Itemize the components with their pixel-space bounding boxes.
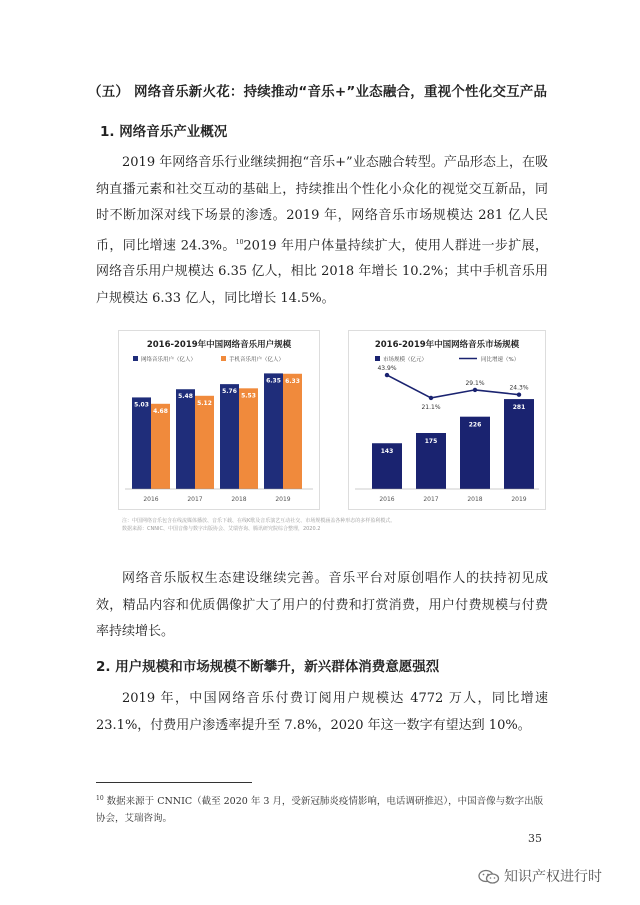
market-scale-chart-svg bbox=[349, 331, 545, 509]
section-heading: （五） 网络音乐新火花：持续推动“音乐+”业态融合，重视个性化交互产品 bbox=[88, 84, 548, 100]
bar-label: 5.03 bbox=[134, 401, 149, 409]
footnote bbox=[96, 790, 548, 827]
footnote-mark: 10 bbox=[96, 795, 104, 802]
bar bbox=[220, 384, 239, 489]
legend-label: 网络音乐用户（亿人） bbox=[141, 357, 197, 363]
bar-label: 6.33 bbox=[285, 377, 300, 385]
line-point bbox=[473, 388, 477, 392]
legend-swatch bbox=[133, 356, 138, 361]
bar bbox=[151, 404, 170, 489]
paragraph-1 bbox=[96, 150, 548, 312]
bar bbox=[176, 389, 195, 489]
growth-line bbox=[387, 375, 519, 398]
line-point bbox=[385, 373, 389, 377]
line-point bbox=[429, 396, 433, 400]
line-point bbox=[517, 393, 521, 397]
bar bbox=[283, 374, 302, 489]
footnote-divider bbox=[96, 782, 252, 783]
bar-label: 226 bbox=[468, 421, 482, 429]
x-tick-label: 2016 bbox=[379, 496, 395, 503]
chart-title: 2016-2019年中国网络音乐市场规模 bbox=[374, 340, 520, 350]
bar-label: 175 bbox=[424, 438, 438, 445]
chart-note-line: 数据来源：CNNIC、中国音像与数字出版协会、艾瑞咨询、腾讯研究院综合整理，2020.2 bbox=[122, 526, 321, 532]
bar bbox=[504, 399, 534, 489]
line-label: 24.3% bbox=[509, 384, 529, 392]
x-tick-label: 2019 bbox=[511, 496, 527, 503]
x-tick-label: 2016 bbox=[143, 496, 159, 503]
line-label: 29.1% bbox=[465, 379, 485, 387]
market-scale-chart bbox=[348, 330, 546, 510]
legend-label: 同比增速（%） bbox=[481, 357, 520, 363]
x-tick-label: 2017 bbox=[423, 496, 439, 503]
bar-label: 4.68 bbox=[153, 407, 168, 415]
x-tick-label: 2018 bbox=[231, 496, 247, 503]
legend-label: 市场规模（亿元） bbox=[383, 357, 428, 363]
user-scale-chart-svg bbox=[119, 331, 319, 509]
bar-label: 5.53 bbox=[241, 392, 256, 400]
wechat-icon bbox=[478, 869, 500, 885]
page-number: 35 bbox=[528, 832, 542, 845]
footnote-text: 数据来源于 CNNIC（截至 2020 年 3 月，受新冠肺炎疫情影响，电话调研推迟），中国音像与数字出版协会，艾瑞咨询。 bbox=[96, 796, 544, 825]
paragraph-3: 2019 年，中国网络音乐付费订阅用户规模达 4772 万人，同比增速 23.1%，付费用户渗透率提升至 7.8%，2020 年这一数字有望达到 10%。 bbox=[96, 691, 548, 733]
bar bbox=[239, 388, 258, 489]
chart-note bbox=[122, 517, 542, 533]
x-tick-label: 2019 bbox=[275, 496, 291, 503]
line-label: 21.1% bbox=[421, 403, 441, 411]
paragraph-1-part-b: 2019 年用户体量持续扩大，使用人群进一步扩展，网络音乐用户规模达 6.35 亿人，相比 2018 年增长 10.2%；其中手机音乐用户规模达 6.33 亿人，同比增长 14.5%。 bbox=[96, 237, 549, 306]
bar-label: 6.35 bbox=[266, 377, 281, 385]
bar-label: 5.76 bbox=[222, 388, 237, 396]
bar bbox=[132, 397, 151, 489]
chart-note-line: 注：中国网络音乐包含在线流媒体播放、音乐下载、在线K歌及音乐演艺互动社交、市场规模涵盖各种形态的多样盈利模式。 bbox=[122, 518, 396, 524]
legend-swatch bbox=[375, 356, 380, 361]
bar-label: 281 bbox=[512, 404, 526, 412]
watermark-text: 知识产权进行时 bbox=[504, 869, 602, 885]
bar bbox=[195, 396, 214, 489]
line-label: 43.9% bbox=[377, 365, 397, 373]
legend-swatch bbox=[221, 356, 226, 361]
sub-heading-1: 1. 网络音乐产业概况 bbox=[100, 124, 228, 140]
bar-label: 5.12 bbox=[197, 399, 212, 407]
x-tick-label: 2018 bbox=[467, 496, 483, 503]
paragraph-1-part-a: 2019 年网络音乐行业继续拥抱“音乐+”业态融合转型。产品形态上，在吸纳直播元素和社交互动的基础上，持续推出个性化小众化的视觉交互新品，同时不断加深对线下场景的渗透。2019 年，网络音乐市场规模达 281 亿人民币，同比增速 24.3%。 bbox=[96, 155, 548, 253]
chart-title: 2016-2019年中国网络音乐用户规模 bbox=[146, 340, 292, 350]
watermark bbox=[478, 866, 602, 886]
bar bbox=[264, 373, 283, 489]
user-scale-chart bbox=[118, 330, 320, 510]
sub-heading-2: 2. 用户规模和市场规模不断攀升，新兴群体消费意愿强烈 bbox=[96, 659, 440, 675]
bar-label: 5.48 bbox=[178, 393, 193, 401]
x-tick-label: 2017 bbox=[187, 496, 203, 503]
footnote-ref[interactable]: 10 bbox=[235, 238, 244, 246]
paragraph-2: 网络音乐版权生态建设继续完善。音乐平台对原创唱作人的扶持初见成效，精品内容和优质偶像扩大了用户的付费和打赏消费，用户付费规模与付费率持续增长。 bbox=[96, 571, 548, 639]
legend-label: 手机音乐用户（亿人） bbox=[229, 357, 285, 363]
bar-label: 143 bbox=[380, 448, 394, 456]
